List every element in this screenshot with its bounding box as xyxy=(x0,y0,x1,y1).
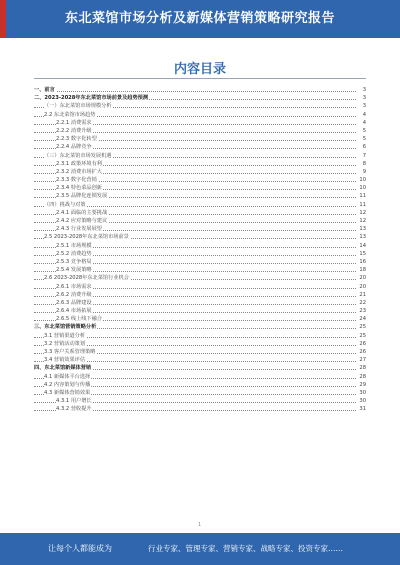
toc-entry-label: 2.5.4 发展策略 xyxy=(56,267,92,274)
toc-entry[interactable] xyxy=(34,364,366,372)
toc-entry[interactable] xyxy=(34,356,366,364)
toc-entry-page: 7 xyxy=(356,152,366,160)
toc-entry[interactable] xyxy=(34,111,366,119)
toc-entry[interactable] xyxy=(34,152,366,160)
toc-entry-label: 2.4.2 应对策略与建议 xyxy=(56,218,108,224)
toc-entry-page: 6 xyxy=(356,143,366,151)
toc-entry-page: 4 xyxy=(356,119,366,127)
toc-entry-page: 18 xyxy=(356,266,366,274)
toc-entry[interactable] xyxy=(34,274,366,282)
toc-entry[interactable] xyxy=(34,168,366,176)
report-title: 东北菜馆市场分析及新媒体营销策略研究报告 xyxy=(64,11,335,26)
toc-entry-label: 2.4.1 面临的主要挑战 xyxy=(56,209,108,216)
toc-entry-label: 2.5 2023-2028年东北菜馆市场前景 xyxy=(44,234,129,241)
toc-entry-label: 4.3 新媒体营销效果 xyxy=(44,389,91,396)
toc-entry-page: 11 xyxy=(356,192,366,200)
toc-entry-label: （三）东北菜馆市场发展机遇 xyxy=(44,152,112,159)
toc-entry-label: 2.3.4 特色菜品创新 xyxy=(56,185,102,192)
toc-divider xyxy=(34,78,366,79)
toc-entry[interactable] xyxy=(34,135,366,143)
toc-entry[interactable] xyxy=(34,192,366,200)
toc-entry-page: 3 xyxy=(356,102,366,110)
toc-entry-label: 2.2.1 消费需求 xyxy=(56,119,92,126)
footer-banner xyxy=(0,533,400,565)
toc-entry-page: 23 xyxy=(356,307,366,315)
toc-entry-page: 30 xyxy=(356,389,366,397)
toc-entry-label: 2.2 东北菜馆市场趋势 xyxy=(44,111,96,118)
toc-entry[interactable] xyxy=(34,405,366,413)
toc-entry[interactable] xyxy=(34,381,366,389)
toc-entry[interactable] xyxy=(34,225,366,233)
toc-entry-page: 21 xyxy=(356,291,366,299)
table-of-contents xyxy=(34,86,366,414)
toc-entry[interactable] xyxy=(34,291,366,299)
toc-entry[interactable] xyxy=(34,332,366,340)
toc-entry-page: 10 xyxy=(356,184,366,192)
toc-entry[interactable] xyxy=(34,299,366,307)
toc-leader-dots xyxy=(34,91,356,92)
page-number: 1 xyxy=(198,522,202,528)
toc-entry-page: 13 xyxy=(356,225,366,233)
toc-entry[interactable] xyxy=(34,119,366,127)
toc-entry-label: 2.6.2 消费升级 xyxy=(56,291,92,298)
toc-entry-label: 2.4.3 行业发展展望 xyxy=(56,226,102,233)
toc-entry-page: 3 xyxy=(356,94,366,102)
toc-entry[interactable] xyxy=(34,389,366,397)
toc-entry-label: 2.6.4 市场拓展 xyxy=(56,308,92,315)
toc-entry[interactable] xyxy=(34,201,366,209)
toc-entry-label: 2.6 2023-2028年东北菜馆行业机会 xyxy=(44,275,129,282)
toc-entry-page: 12 xyxy=(356,209,366,217)
toc-entry[interactable] xyxy=(34,283,366,291)
toc-entry-label: 三、东北菜馆营销策略分析 xyxy=(34,324,97,331)
toc-entry-page: 26 xyxy=(356,348,366,356)
toc-entry-page: 30 xyxy=(356,397,366,405)
toc-entry-label: 2.5.3 竞争格局 xyxy=(56,258,92,265)
toc-entry[interactable] xyxy=(34,315,366,323)
toc-entry-label: 4.3.1 用户增长 xyxy=(56,398,92,405)
toc-entry-label: 2.6.1 市场需求 xyxy=(56,283,92,290)
toc-entry-label: 四、东北菜馆新媒体营销 xyxy=(34,365,92,372)
toc-entry[interactable] xyxy=(34,250,366,258)
toc-entry[interactable] xyxy=(34,127,366,135)
toc-entry[interactable] xyxy=(34,258,366,266)
toc-entry[interactable] xyxy=(34,176,366,184)
toc-entry-page: 3 xyxy=(356,86,366,94)
toc-entry-label: 2.2.3 数字化转型 xyxy=(56,136,97,143)
toc-entry-label: 2.5.2 消费趋势 xyxy=(56,250,92,257)
toc-entry-page: 26 xyxy=(356,340,366,348)
toc-entry-page: 9 xyxy=(356,168,366,176)
toc-entry[interactable] xyxy=(34,266,366,274)
toc-entry-label: （一）东北菜馆市场规模分析 xyxy=(44,103,112,110)
toc-entry[interactable] xyxy=(34,94,366,102)
toc-entry-label: 2.6.3 品牌建设 xyxy=(56,299,92,306)
toc-entry[interactable] xyxy=(34,102,366,110)
toc-entry[interactable] xyxy=(34,184,366,192)
toc-entry-label: 2.2.2 消费升级 xyxy=(56,127,92,134)
toc-entry-page: 10 xyxy=(356,176,366,184)
toc-entry[interactable] xyxy=(34,373,366,381)
toc-entry[interactable] xyxy=(34,160,366,168)
toc-entry[interactable] xyxy=(34,242,366,250)
toc-entry-page: 20 xyxy=(356,283,366,291)
toc-entry-label: （四）挑战与对策 xyxy=(44,201,86,208)
toc-entry[interactable] xyxy=(34,397,366,405)
toc-entry[interactable] xyxy=(34,323,366,331)
footer-slogan: 让每个人都能成为 xyxy=(48,544,112,553)
toc-entry-page: 16 xyxy=(356,258,366,266)
toc-entry-label: 4.1 新媒体平台选择 xyxy=(44,373,91,380)
toc-entry-label: 2.6.5 线上线下融合 xyxy=(56,316,102,323)
toc-entry[interactable] xyxy=(34,86,366,94)
toc-entry[interactable] xyxy=(34,217,366,225)
toc-entry-label: 4.3.2 营收提升 xyxy=(56,406,92,413)
toc-entry-page: 24 xyxy=(356,315,366,323)
toc-entry-label: 2.3.2 消费市场扩大 xyxy=(56,168,102,175)
toc-entry-label: 3.4 营销效果评估 xyxy=(44,357,86,364)
toc-entry-label: 3.3 客户关系管理策略 xyxy=(44,349,96,355)
toc-entry-page: 31 xyxy=(356,405,366,413)
toc-entry[interactable] xyxy=(34,340,366,348)
toc-entry-label: 2.5.1 市场规模 xyxy=(56,242,92,249)
toc-entry-page: 5 xyxy=(356,135,366,143)
toc-entry-page: 4 xyxy=(356,111,366,119)
header-banner xyxy=(0,0,400,38)
toc-entry[interactable] xyxy=(34,307,366,315)
toc-entry[interactable] xyxy=(34,348,366,356)
toc-entry-page: 13 xyxy=(356,233,366,241)
toc-entry-label: 2.3.3 数字化营销 xyxy=(56,177,97,184)
toc-entry-page: 25 xyxy=(356,323,366,331)
toc-entry-label: 3.1 营销渠道分析 xyxy=(44,332,86,339)
toc-entry-page: 8 xyxy=(356,160,366,168)
toc-entry-label: 4.2 内容策划与传播 xyxy=(44,381,91,388)
toc-heading: 内容目录 xyxy=(173,62,226,77)
toc-entry[interactable] xyxy=(34,233,366,241)
toc-entry-page: 28 xyxy=(356,373,366,381)
toc-entry-label: 一、前言 xyxy=(34,87,55,93)
toc-entry-page: 5 xyxy=(356,127,366,135)
toc-entry-page: 29 xyxy=(356,381,366,389)
toc-entry-page: 14 xyxy=(356,242,366,250)
toc-entry-label: 2.3.5 品牌化连锁发展 xyxy=(56,193,108,200)
toc-entry[interactable] xyxy=(34,209,366,217)
toc-entry-page: 20 xyxy=(356,274,366,282)
toc-entry-label: 2.3.1 政策环境有利 xyxy=(56,160,102,167)
toc-entry[interactable] xyxy=(34,143,366,151)
footer-tagline: 行业专家、管理专家、营销专家、战略专家、投资专家…… xyxy=(148,544,343,553)
toc-entry-page: 27 xyxy=(356,356,366,364)
toc-entry-page: 11 xyxy=(356,201,366,209)
toc-entry-page: 25 xyxy=(356,332,366,340)
toc-entry-page: 28 xyxy=(356,364,366,372)
toc-entry-label: 二、2023-2028年东北菜馆市场前景及趋势预测 xyxy=(34,95,149,102)
toc-entry-label: 3.2 营销活动策划 xyxy=(44,340,86,347)
toc-entry-page: 12 xyxy=(356,217,366,225)
toc-entry-label: 2.2.4 品牌竞争 xyxy=(56,144,92,151)
toc-entry-page: 15 xyxy=(356,250,366,258)
toc-entry-page: 22 xyxy=(356,299,366,307)
